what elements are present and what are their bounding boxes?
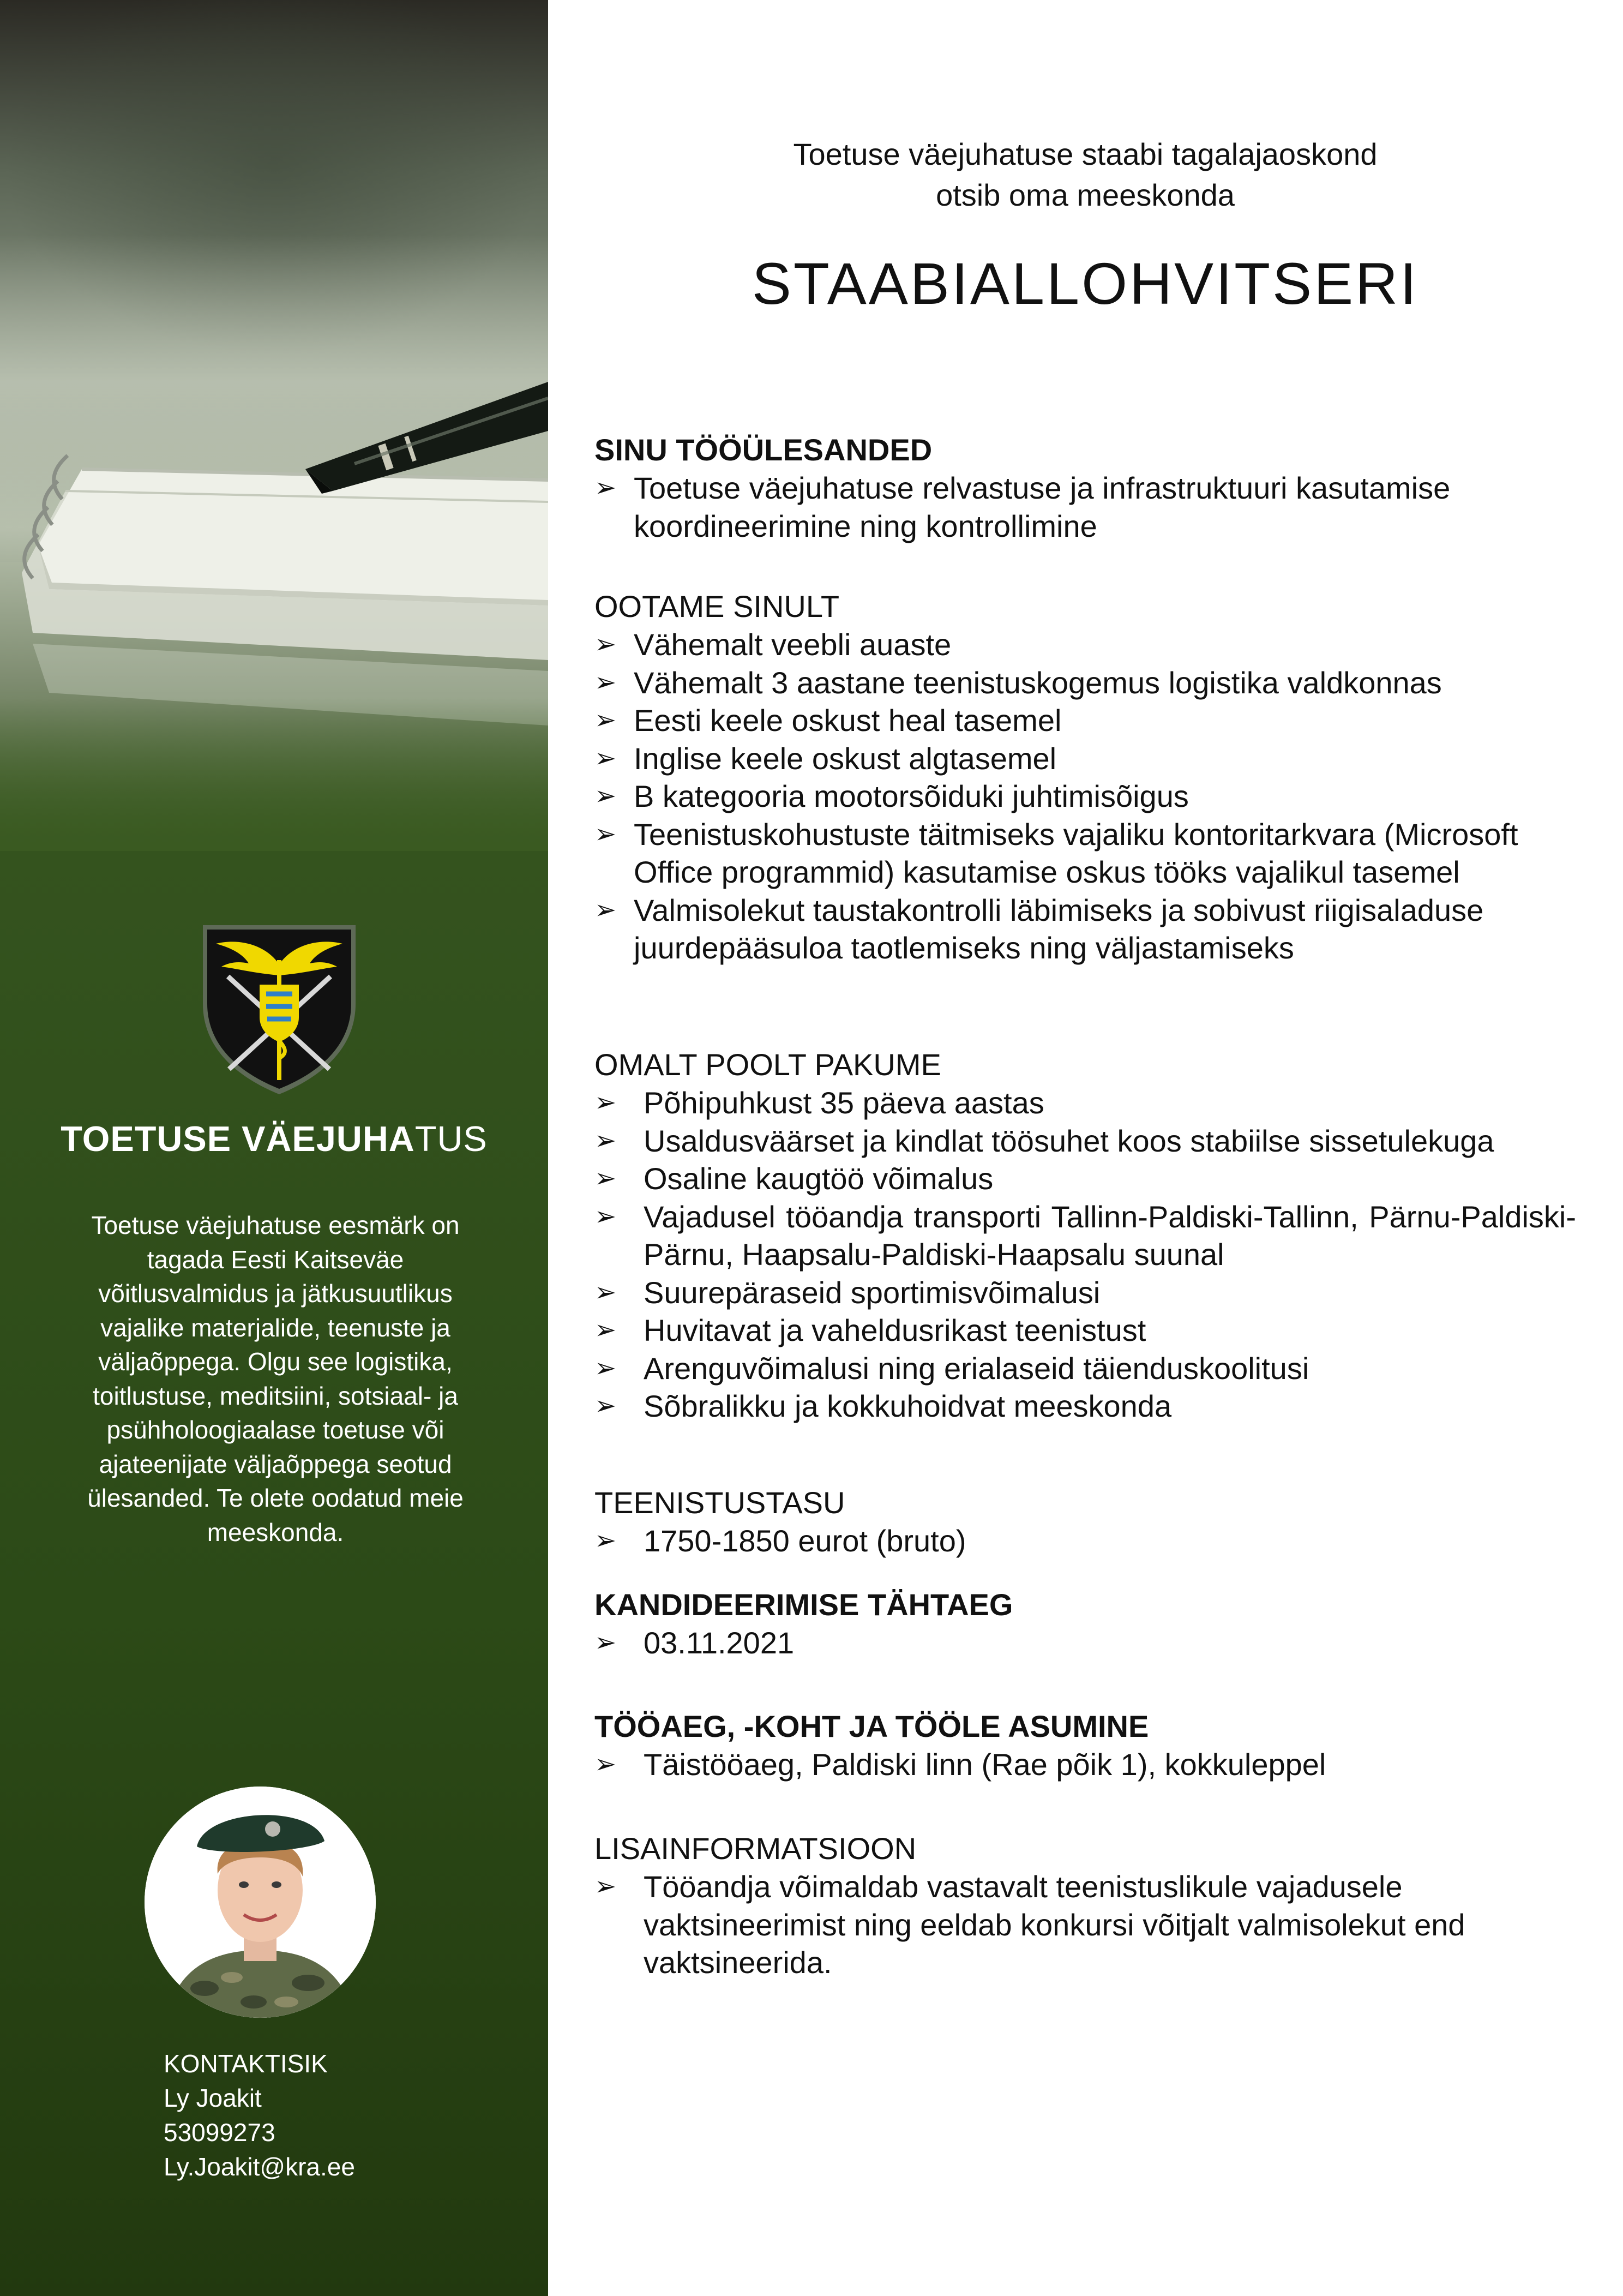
- bullet-arrow-icon: ➢: [594, 1353, 617, 1383]
- list-item: [594, 816, 1576, 891]
- list-item-text: Täistööaeg, Paldiski linn (Rae põik 1), kokkuleppel: [644, 1747, 1326, 1782]
- position-title: STAABIALLOHVITSERI: [752, 250, 1419, 316]
- list-item: [594, 1624, 1576, 1662]
- section-title: OOTAME SINULT: [594, 589, 840, 624]
- bullet-arrow-icon: ➢: [594, 473, 617, 502]
- list-item: [594, 1084, 1576, 1122]
- bullet-arrow-icon: ➢: [594, 1628, 617, 1657]
- worktime-list: [594, 1746, 1576, 1784]
- bullet-arrow-icon: ➢: [594, 706, 617, 735]
- list-item-text: Sõbralikku ja kokkuhoidvat meeskonda: [644, 1389, 1172, 1423]
- emblem-icon: [200, 922, 359, 1096]
- list-item: [594, 1387, 1576, 1425]
- duties-list: [594, 469, 1576, 545]
- list-item-text: Teenistuskohustuste täitmiseks vajaliku kontoritarkvara (Microsoft Office programmid) kasutamise oskus tööks vajalikul tasemel: [634, 817, 1518, 889]
- requirements-list: [594, 626, 1576, 967]
- list-item-text: Tööandja võimaldab vastavalt teenistuslikule vajadusele vaktsineerimist ning eeldab konkursi võitjalt valmisolekut end vaktsineerida.: [644, 1869, 1465, 1980]
- contact-email[interactable]: Ly.Joakit@kra.ee: [164, 2153, 355, 2181]
- section-worktime: [594, 1707, 1576, 1784]
- list-item: [594, 777, 1576, 816]
- bullet-arrow-icon: ➢: [594, 1750, 617, 1779]
- list-item: [594, 1746, 1576, 1784]
- list-item: [594, 1122, 1576, 1160]
- contact-avatar: [145, 1787, 376, 2018]
- bullet-arrow-icon: ➢: [594, 668, 617, 697]
- contact-name: Ly Joakit: [164, 2084, 262, 2112]
- extra-info-list: [594, 1868, 1576, 1982]
- section-duties: [594, 431, 1576, 545]
- list-item: [594, 1274, 1576, 1312]
- list-item: [594, 891, 1576, 967]
- list-item-text: Valmisolekut taustakontrolli läbimiseks ja sobivust riigisaladuse juurdepääsuloa taotlemiseks ning väljastamiseks: [634, 892, 1484, 965]
- list-item-text: 03.11.2021: [644, 1626, 795, 1660]
- section-extra-info: [594, 1830, 1576, 1982]
- list-item: [594, 626, 1576, 664]
- bullet-arrow-icon: ➢: [594, 744, 617, 773]
- salary-list: [594, 1522, 1576, 1560]
- bullet-arrow-icon: ➢: [594, 1316, 617, 1345]
- list-item-text: 1750-1850 eurot (bruto): [644, 1524, 966, 1558]
- bullet-arrow-icon: ➢: [594, 1278, 617, 1307]
- section-title: SINU TÖÖÜLESANDED: [594, 433, 933, 467]
- list-item-text: Vajadusel tööandja transporti Tallinn-Paldiski-Tallinn, Pärnu-Paldiski-Pärnu, Haapsalu-Paldiski-Haapsalu suunal: [644, 1199, 1576, 1272]
- bullet-arrow-icon: ➢: [594, 1088, 617, 1117]
- section-title: TÖÖAEG, -KOHT JA TÖÖLE ASUMINE: [594, 1709, 1149, 1743]
- section-deadline: [594, 1586, 1576, 1662]
- org-description: Toetuse väejuhatuse eesmärk on tagada Eesti Kaitseväe võitlusvalmidus ja jätkusuutlikus vajalike materjalide, teenuste ja väljaõppega. Olgu see logistika, toitlustuse, meditsiini, sotsiaal- ja psühholoogiaalase toetuse või ajateenijate väljaõppega seotud ülesanded. Te olete oodatud meie meeskonda.: [87, 1211, 464, 1546]
- list-item-text: Eesti keele oskust heal tasemel: [634, 703, 1062, 738]
- list-item: [594, 469, 1576, 545]
- list-item-text: Inglise keele oskust algtasemel: [634, 741, 1057, 776]
- bullet-arrow-icon: ➢: [594, 630, 617, 659]
- section-title: LISAINFORMATSIOON: [594, 1831, 917, 1866]
- list-item-text: Usaldusväärset ja kindlat töösuhet koos stabiilse sissetulekuga: [644, 1123, 1494, 1158]
- bullet-arrow-icon: ➢: [594, 1202, 617, 1231]
- list-item-text: B kategooria mootorsõiduki juhtimisõigus: [634, 779, 1189, 813]
- bullet-arrow-icon: ➢: [594, 819, 617, 849]
- list-item-text: Vähemalt 3 aastane teenistuskogemus logistika valdkonnas: [634, 665, 1442, 700]
- deadline-list: [594, 1624, 1576, 1662]
- org-title: TOETUSE VÄEJUHATUS: [61, 1119, 488, 1159]
- bullet-arrow-icon: ➢: [594, 1526, 617, 1555]
- list-item-text: Arenguvõimalusi ning erialaseid täienduskoolitusi: [644, 1351, 1309, 1386]
- section-offer: [594, 1046, 1576, 1425]
- list-item-text: Toetuse väejuhatuse relvastuse ja infrastruktuuri kasutamise koordineerimine ning kontrollimine: [634, 471, 1451, 543]
- bullet-arrow-icon: ➢: [594, 1126, 617, 1155]
- list-item-text: Põhipuhkust 35 päeva aastas: [644, 1086, 1044, 1120]
- section-title: KANDIDEERIMISE TÄHTAEG: [594, 1587, 1013, 1622]
- list-item: [594, 1522, 1576, 1560]
- list-item: [594, 1350, 1576, 1388]
- contact-block: [164, 2047, 355, 2184]
- list-item-text: Suurepäraseid sportimisvõimalusi: [644, 1275, 1101, 1310]
- bullet-arrow-icon: ➢: [594, 1392, 617, 1420]
- section-salary: [594, 1484, 1576, 1560]
- list-item: [594, 1311, 1576, 1350]
- bullet-arrow-icon: ➢: [594, 1164, 617, 1193]
- list-item: [594, 702, 1576, 740]
- section-title: TEENISTUSTASU: [594, 1485, 845, 1520]
- headline: [594, 134, 1576, 317]
- list-item-text: Osaline kaugtöö võimalus: [644, 1161, 994, 1196]
- list-item: [594, 1160, 1576, 1198]
- bullet-arrow-icon: ➢: [594, 782, 617, 811]
- list-item-text: Vähemalt veebli auaste: [634, 627, 952, 662]
- list-item: [594, 664, 1576, 702]
- intro-line-1: Toetuse väejuhatuse staabi tagalajaoskond: [793, 137, 1378, 171]
- section-title: OMALT POOLT PAKUME: [594, 1047, 941, 1082]
- list-item-text: Huvitavat ja vaheldusrikast teenistust: [644, 1313, 1146, 1347]
- contact-label: KONTAKTISIK: [164, 2049, 328, 2078]
- list-item: [594, 740, 1576, 778]
- bullet-arrow-icon: ➢: [594, 895, 617, 925]
- list-item: [594, 1198, 1576, 1274]
- sidebar: [0, 0, 548, 2296]
- notebook-pen-photo: [0, 0, 548, 851]
- offer-list: [594, 1084, 1576, 1425]
- intro-line-2: otsib oma meeskonda: [936, 178, 1235, 212]
- bullet-arrow-icon: ➢: [594, 1872, 617, 1901]
- section-requirements: [594, 588, 1576, 967]
- list-item: [594, 1868, 1576, 1982]
- contact-phone: 53099273: [164, 2118, 275, 2147]
